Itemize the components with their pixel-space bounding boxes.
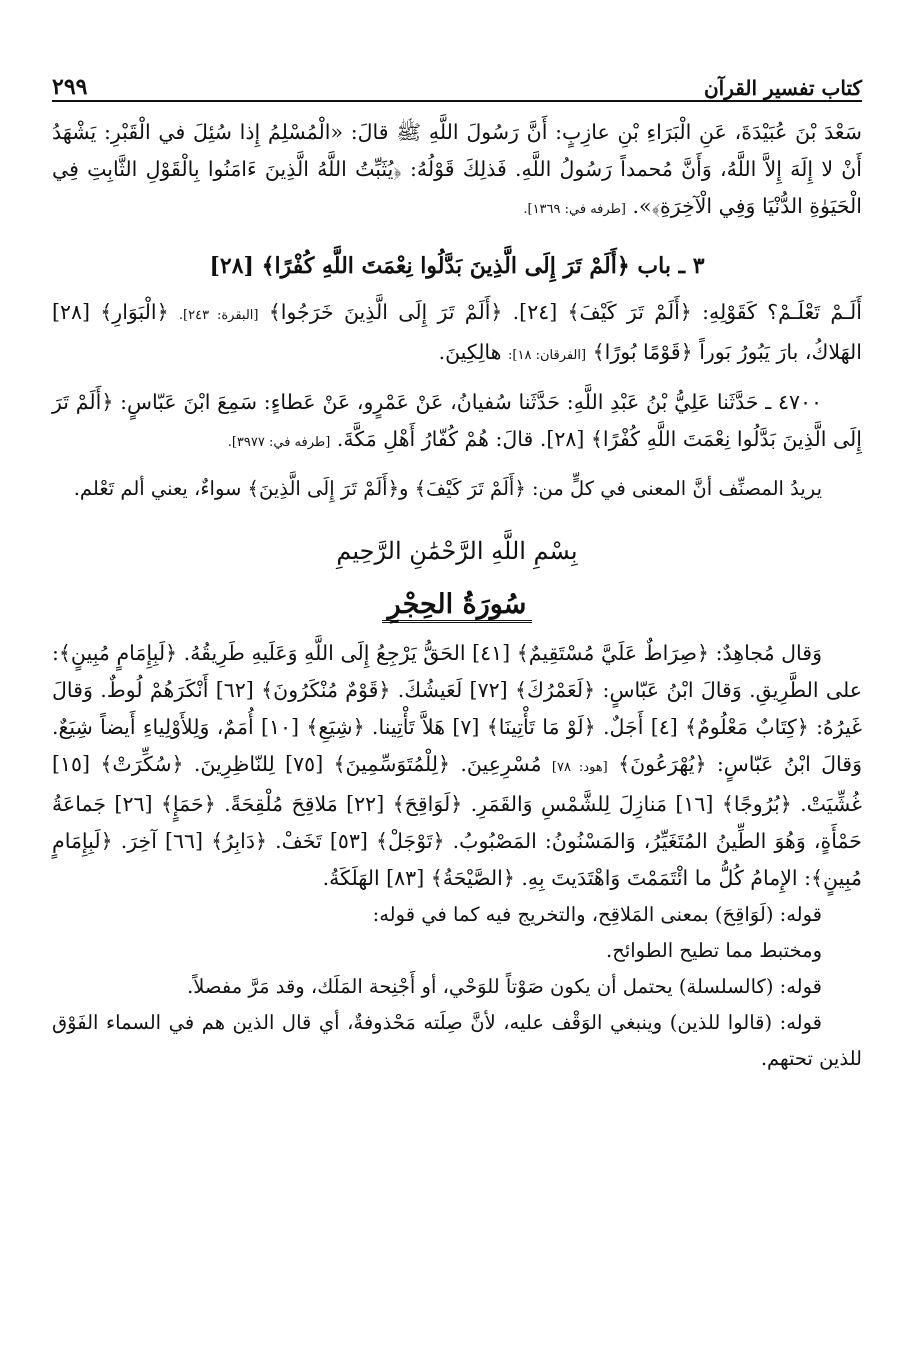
page-number: ٢٩٩	[52, 74, 88, 100]
chapter-heading: ٣ ـ باب ﴿أَلَمْ تَرَ إِلَى الَّذِينَ بَدَّلُوا نِعْمَتَ اللَّهِ كُفْرًا﴾ [٢٨]	[209, 253, 705, 279]
commentary-1: يريدُ المصنِّف أنَّ المعنى في كلٍّ من: ﴿أَلَمْ تَرَ كَيْفَ﴾ و﴿أَلَمْ تَرَ إِلَى الَّذِينَ﴾ سواءٌ، يعني ألم تَعْلم.	[73, 477, 822, 500]
surah-text-p1: وَقال مُجاهِدٌ: ﴿صِرَاطٌ عَلَيَّ مُسْتَقِيمٌ﴾ [٤١] الحَقُّ يَرْجِعُ إِلَى اللَّهِ وَعَلَيهِ طَرِيقُهُ. ﴿لَبِإِمَامٍ مُبِينٍ﴾: على الطَّرِيقِ. وَقالَ ابْنُ عَبّاسٍ: ﴿لَعَمْرُكَ﴾ [٧٢] لَعَيشُكَ. ﴿قَوْمٌ مُنْكَرُونَ﴾ [٦٢] أَنْكَرَهُمْ لُوطٌ. وَقالَ غَيرُهُ: ﴿كِتَابٌ مَعْلُومٌ﴾ [٤] أَجَلٌ. ﴿لَوْ مَا تَأْتِينَا﴾ [٧] هَلاَّ تَأْتِينا. ﴿شِيَعِ﴾ [١٠] أُمَمٌ، وَلِلأَوْلِياءِ أَيضاً شِيَعٌ. وَقالَ ابْنُ عَبّاسٍ: ﴿يُهْرَعُونَ﴾	[52, 641, 862, 776]
chapter-explanation	[52, 294, 862, 374]
hadith-4700-ref: [طرفه في: ٣٩٧٧].	[227, 435, 331, 450]
commentary-block-1	[52, 471, 862, 507]
chapter-explanation-ref1: [البقرة: ٢٤٣].	[178, 308, 259, 323]
commentary-2-p2: ومختبط مما تطيح الطوائح.	[606, 939, 822, 962]
commentary-2-p3: قوله: (كالسلسلة) يحتمل أن يكون صَوْتاً للوَحْي، أو أَجْنِحة المَلَك، وقد مَرَّ مفصلاً.	[187, 975, 822, 998]
chapter-explanation-text3: هالِكِينَ.	[438, 340, 502, 364]
hadith-top-text: سَعْدَ بْنَ عُبَيْدَةَ، عَنِ الْبَرَاءِ بْنِ عازِبٍ: أَنَّ رَسُولَ اللَّهِ ﷺ قالَ: «الْمُسْلِمُ إِذا سُئِلَ في الْقَبْرِ: يَشْهَدُ أَنْ لا إِلَهَ إِلاَّ اللَّهُ، وَأَنَّ مُحمداً رَسُولُ اللَّهِ. فَذلِكَ قَوْلُهُ: ﴿يُثَبِّتُ اللَّهُ الَّذِينَ ءَامَنُوا بِالْقَوْلِ الثَّابِتِ فِي الْحَيَوٰةِ الدُّنْيَا وَفِي الْآخِرَةِ﴾».	[52, 120, 862, 218]
spacer	[52, 374, 862, 384]
basmala: بِسْمِ اللَّهِ الرَّحْمَٰنِ الرَّحِيمِ	[336, 537, 578, 565]
page-header	[52, 62, 862, 102]
surah-ref-hud: [هود: ٧٨]	[551, 760, 608, 775]
surah-title	[52, 585, 862, 625]
surah-title-text: سُورَةُ الحِجْرِ	[382, 589, 533, 623]
surah-text-p2: مُسْرِعِينَ. ﴿لِلْمُتَوَسِّمِينَ﴾ [٧٥] لِلنّاظِرِينَ. ﴿سُكِّرَتْ﴾ [١٥] غُشِّيَتْ. ﴿بُرُوجًا﴾ [١٦] مَنازِلَ لِلشَّمْسِ وَالقَمَرِ. ﴿لَوَاقِحَ﴾ [٢٢] مَلاقِحَ مُلْقِحَةً. ﴿حَمَإٍ﴾ [٢٦] جَماعَةُ حَمْأَةٍ، وَهُوَ الطِّينُ المُتَغَيِّرُ، وَالمَسْنُونُ: المَصْبُوبُ. ﴿تَوْجَلْ﴾ [٥٣] تَخَفْ. ﴿دَابِرُ﴾ [٦٦] آخِرَ. ﴿لَبِإِمَامٍ مُبِينٍ﴾: الإِمامُ كُلُّ ما ائْتَمَمْتَ وَاهْتَدَيتَ بِهِ. ﴿الصَّيْحَةُ﴾ [٨٣] الهَلَكَةُ.	[52, 752, 862, 890]
commentary-block-2	[52, 897, 862, 1077]
hadith-4700	[52, 384, 862, 461]
surah-text	[52, 635, 862, 897]
commentary-2-p1: قوله: (لَوَاقِحَ) بمعنى المَلاقِح، والتخريج فيه كما في قوله:	[372, 903, 822, 926]
page-body	[52, 114, 862, 1077]
spacer	[52, 461, 862, 471]
hadith-4700-text: ٤٧٠٠ ـ حَدَّثَنا عَلِيُّ بْنُ عَبْدِ اللَّهِ: حَدَّثَنا سُفيانُ، عَنْ عَمْرٍو، عَنْ عَطاءٍ: سَمِعَ ابْنَ عَبّاسٍ: ﴿أَلَمْ تَرَ إِلَى الَّذِينَ بَدَّلُوا نِعْمَتَ اللَّهِ كُفْرًا﴾ [٢٨]. قالَ: هُمْ كُفّارُ أَهْلِ مَكَّةَ.	[52, 390, 862, 451]
chapter-explanation-text: أَلَـمْ تَعْلَـمْ؟ كَقَوْلِهِ: ﴿أَلَمْ تَرَ كَيْفَ﴾ [٢٤]. ﴿أَلَمْ تَرَ إِلَى الَّذِينَ خَرَجُوا﴾	[268, 300, 862, 324]
hadith-top	[52, 114, 862, 228]
book-title: كتاب تفسير القرآن	[703, 76, 862, 100]
chapter-explanation-ref2: [الفرقان: ١٨]:	[508, 348, 587, 363]
commentary-2-p4: قوله: (قالوا للذين) وينبغي الوَقْف عليه، لأنَّ صِلَته مَحْذوفةٌ، أي قال الذين هم في السماء الفَوْق للذين تحتهم.	[52, 1011, 862, 1070]
hadith-top-ref: [طرفه في: ١٣٦٩].	[523, 202, 626, 217]
chapter-explanation-text2: ﴿الْبَوَارِ﴾ [٢٨] الهَلاكُ، بارَ يَبُورُ بَوراً ﴿قَوْمًا بُورًا﴾	[52, 300, 862, 364]
